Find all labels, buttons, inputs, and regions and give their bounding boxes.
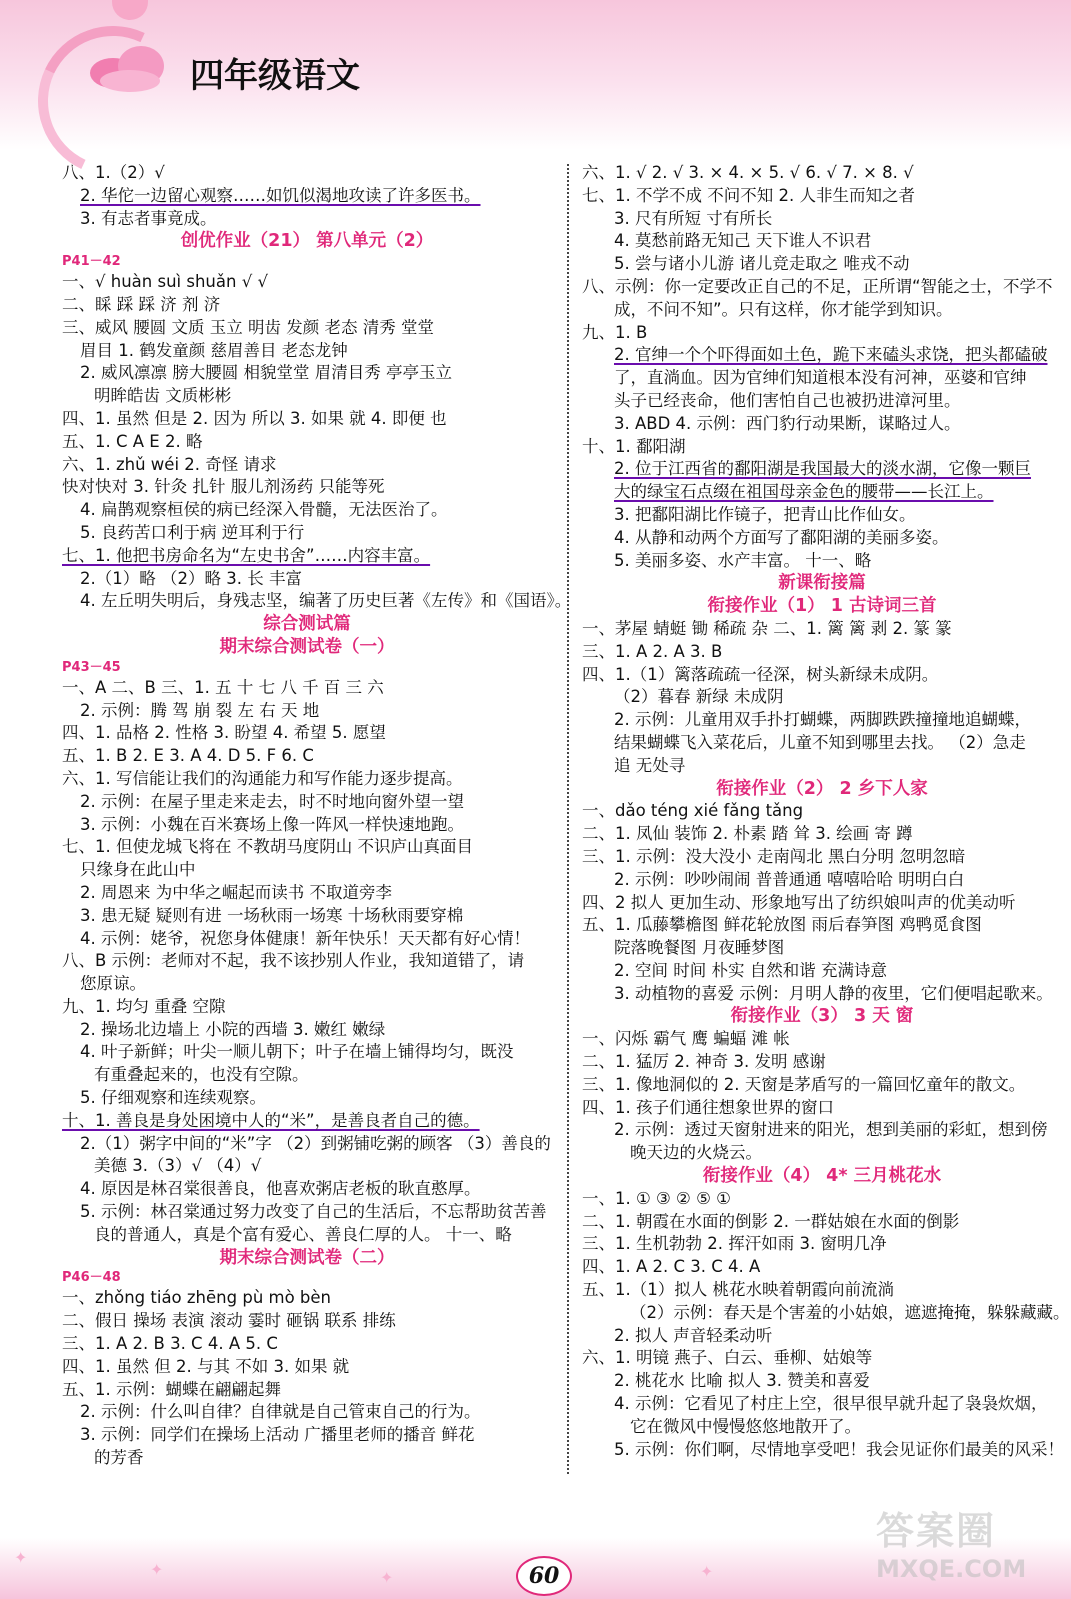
page-reference: P46－48: [62, 1270, 121, 1286]
answer-line: 晚天边的火烧云。: [630, 1143, 762, 1163]
answer-line: 一、A 二、B 三、1. 五 十 七 八 千 百 三 六: [62, 677, 384, 697]
answer-line: 的芳香: [94, 1448, 144, 1468]
answer-line: 4. 扁鹊观察桓侯的病已经深入骨髓，无法医治了。: [80, 500, 448, 520]
answer-line: 结果蝴蝶飞入菜花后，儿童不知到哪里去找。 （2）急走: [614, 732, 1026, 752]
answer-line: 二、1. 猛厉 2. 神奇 3. 发明 感谢: [582, 1052, 826, 1072]
answer-line: 八、B 示例：老师对不起，我不该抄别人作业，我知道错了，请: [62, 951, 525, 971]
star-decoration-icon: ✦: [700, 1562, 714, 1581]
answer-line: 四、1. 虽然 但 2. 与其 不如 3. 如果 就: [62, 1356, 350, 1376]
answer-line: 2. 周恩来 为中华之崛起而读书 不取道旁李: [80, 882, 392, 902]
answer-line: 二、睬 踩 踩 济 剂 济: [62, 294, 221, 314]
section-heading: 创优作业（21） 第八单元（2）: [180, 231, 434, 252]
answer-line: 五、1. 瓜藤攀檐图 鲜花轮放图 雨后春笋图 鸡鸭觅食图: [582, 915, 982, 935]
star-decoration-icon: ✦: [380, 1568, 394, 1587]
page-reference: P43－45: [62, 659, 121, 675]
answer-line: 四、1. A 2. C 3. C 4. A: [582, 1257, 761, 1277]
answer-line: 2. 官绅一个个吓得面如土色，跪下来磕头求饶，把头都磕破: [614, 345, 1048, 365]
page-number: 60: [516, 1556, 572, 1596]
answer-line: 2. 示例：透过天窗射进来的阳光，想到美丽的彩虹，想到傍: [614, 1120, 1048, 1140]
page-title: 四年级语文: [190, 56, 360, 96]
answer-line: 3. 示例：同学们在操场上活动 广播里老师的播音 鲜花: [80, 1425, 475, 1445]
page-reference: P41－42: [62, 254, 121, 270]
answer-line: 4. 左丘明失明后，身残志坚，编著了历史巨著《左传》和《国语》。: [80, 591, 572, 611]
answer-line: 八、1.（2）√: [62, 163, 165, 182]
answer-line: 六、1. 写信能让我们的沟通能力和写作能力逐步提高。: [62, 768, 463, 788]
answer-line: 二、1. 凤仙 装饰 2. 朴素 踏 耸 3. 绘画 寄 蹲: [582, 824, 913, 844]
answer-line: 三、威风 腰圆 文质 玉立 明齿 发颜 老态 清秀 堂堂: [62, 317, 434, 337]
section-heading: 期末综合测试卷（一）: [219, 636, 395, 657]
answer-line: 十、1. 鄱阳湖: [582, 436, 686, 456]
answer-line: 一、zhǒng tiáo zhēng pù mò bèn: [62, 1288, 332, 1308]
answer-line: 2. 示例：腾 驾 崩 裂 左 右 天 地: [80, 700, 320, 720]
answer-line: 2. 示例：什么叫自律？自律就是自己管束自己的行为。: [80, 1402, 481, 1422]
answer-line: 九、1. B: [582, 322, 648, 342]
answer-line: 八、示例：你一定要改正自己的不足，正所谓“智能之士，不学不: [582, 276, 1053, 296]
cloud-decoration-icon: [100, 70, 160, 92]
answer-line: 2. 位于江西省的鄱阳湖是我国最大的淡水湖，它像一颗巨: [614, 459, 1031, 479]
answer-line: 六、1. 明镜 燕子、白云、垂柳、姑娘等: [582, 1348, 873, 1368]
answer-line: 3. 尺有所短 寸有所长: [614, 208, 773, 228]
answer-line: 七、1. 他把书房命名为“左史书舍”……内容丰富。: [62, 545, 431, 565]
answer-line: 追 无处寻: [614, 755, 686, 775]
answer-line: 一、闪烁 霸气 鹰 蝙蝠 滩 帐: [582, 1029, 790, 1049]
answer-line: 3. 患无疑 疑则有进 一场秋雨一场寒 十场秋雨要穿棉: [80, 905, 464, 925]
answer-line: 四、2 拟人 更加生动、形象地写出了纺织娘叫声的优美动听: [582, 892, 1016, 912]
answer-line: 您原谅。: [80, 974, 146, 994]
page-header: [0, 0, 1071, 150]
answer-line: 头子已经丧命，他们害怕自己也被扔进漳河里。: [614, 390, 961, 410]
answer-line: 4. 从静和动两个方面写了鄱阳湖的美丽多姿。: [614, 527, 949, 547]
answer-line: 2. 拟人 声音轻柔动听: [614, 1325, 773, 1345]
answer-line: 二、1. 朝霞在水面的倒影 2. 一群姑娘在水面的倒影: [582, 1211, 960, 1231]
answer-line: 一、√ huàn suì shuǎn √ √: [62, 272, 268, 292]
answer-line: 四、1.（1）篱落疏疏一径深，树头新绿未成阴。: [582, 664, 939, 684]
answer-line: 五、1. 示例：蝴蝶在翩翩起舞: [62, 1379, 281, 1399]
answer-line: 3. 动植物的喜爱 示例：月明人静的夜里，它们便唱起歌来。: [614, 983, 1053, 1003]
answer-line: 5. 仔细观察和连续观察。: [80, 1088, 266, 1108]
answer-line: 五、1. C A E 2. 略: [62, 431, 203, 451]
answer-line: 眉目 1. 鹤发童颜 慈眉善目 老态龙钟: [80, 340, 348, 360]
answer-line: 2.（1）略 （2）略 3. 长 丰富: [80, 568, 302, 588]
answer-line: 四、1. 虽然 但是 2. 因为 所以 3. 如果 就 4. 即便 也: [62, 408, 447, 428]
answer-line: 它在微风中慢慢悠悠地散开了。: [630, 1416, 861, 1436]
left-answer-column: [62, 162, 572, 1470]
answer-line: 院落晚餐图 月夜睡梦图: [614, 938, 785, 958]
sun-decoration-icon: [112, 0, 148, 20]
answer-line: 三、1. A 2. A 3. B: [582, 641, 723, 661]
answer-line: 2. 操场北边墙上 小院的西墙 3. 嫩红 嫩绿: [80, 1019, 386, 1039]
answer-line: 二、假日 操场 表演 滚动 霎时 砸锅 联系 排练: [62, 1311, 396, 1331]
answer-line: 一、茅屋 蜻蜓 锄 稀疏 杂 二、1. 篱 篱 剥 2. 篆 篆: [582, 618, 952, 638]
section-heading: 衔接作业（1） 1 古诗词三首: [707, 596, 937, 617]
answer-line: 四、1. 孩子们通往想象世界的窗口: [582, 1097, 834, 1117]
answer-line: 三、1. 生机勃勃 2. 挥汗如雨 3. 窗明几净: [582, 1234, 887, 1254]
answer-line: 了，直淌血。因为官绅们知道根本没有河神，巫婆和官绅: [614, 368, 1027, 388]
answer-line: 三、1. 像地洞似的 2. 天窗是茅盾写的一篇回忆童年的散文。: [582, 1074, 1026, 1094]
answer-line: 5. 示例：林召棠通过努力改变了自己的生活后，不忘帮助贫苦善: [80, 1202, 547, 1222]
answer-line: 2. 示例：在屋子里走来走去，时不时地向窗外望一望: [80, 791, 464, 811]
answer-line: 成，不问不知”。只有这样，你才能学到知识。: [614, 299, 953, 319]
answer-line: 三、1. 示例：没大没小 走南闯北 黑白分明 忽明忽暗: [582, 846, 966, 866]
answer-line: 快对快对 3. 针灸 扎针 服儿剂汤药 只能等死: [62, 477, 385, 497]
answer-line: 美德 3.（3）√ （4）√: [94, 1156, 262, 1176]
section-heading: 新课衔接篇: [778, 573, 866, 594]
answer-line: 2. 威风凛凛 膀大腰圆 相貌堂堂 眉清目秀 亭亭玉立: [80, 363, 452, 383]
star-decoration-icon: ✦: [14, 1548, 28, 1567]
section-heading: 衔接作业（3） 3 天 窗: [730, 1006, 914, 1027]
answer-line: 五、1. B 2. E 3. A 4. D 5. F 6. C: [62, 746, 314, 766]
answer-line: 5. 美丽多姿、水产丰富。 十一、略: [614, 550, 872, 570]
answer-line: 4. 示例：它看见了村庄上空，很早很早就升起了袅袅炊烟，: [614, 1394, 1048, 1414]
answer-line: 三、1. A 2. B 3. C 4. A 5. C: [62, 1334, 278, 1354]
answer-line: 有重叠起来的，也没有空隙。: [94, 1065, 309, 1085]
answer-line: 5. 尝与诸小儿游 诸儿竞走取之 唯戎不动: [614, 254, 910, 274]
answer-line: 2. 示例：吵吵闹闹 普普通通 嘻嘻哈哈 明明白白: [614, 869, 965, 889]
answer-line: 六、1. √ 2. √ 3. × 4. × 5. √ 6. √ 7. × 8. √: [582, 163, 914, 182]
answer-line: 3. 示例：小魏在百米赛场上像一阵风一样快速地跑。: [80, 814, 464, 834]
star-decoration-icon: ✦: [150, 1560, 164, 1579]
answer-line: 5. 良药苦口利于病 逆耳利于行: [80, 522, 305, 542]
answer-line: 3. 有志者事竟成。: [80, 208, 217, 228]
answer-line: 4. 原因是林召棠很善良，他喜欢粥店老板的耿直憨厚。: [80, 1179, 481, 1199]
section-heading: 期末综合测试卷（二）: [219, 1247, 395, 1268]
watermark-logo-text: 答案圈: [876, 1509, 997, 1553]
answer-line: 一、1. ① ③ ② ⑤ ①: [582, 1188, 731, 1208]
answer-line: 3. 把鄱阳湖比作镜子，把青山比作仙女。: [614, 504, 916, 524]
answer-line: 一、dǎo téng xié fǎng tǎng: [582, 801, 804, 821]
watermark-url: MXQE.COM: [876, 1555, 1027, 1583]
answer-line: 4. 叶子新鲜；叶尖一顺儿朝下；叶子在墙上铺得均匀，既没: [80, 1042, 514, 1062]
answer-line: 七、1. 但使龙城飞将在 不教胡马度阴山 不识庐山真面目: [62, 837, 473, 857]
answer-line: 4. 莫愁前路无知己 天下谁人不识君: [614, 231, 872, 251]
right-answer-column: [582, 162, 1070, 1461]
answer-line: 六、1. zhǔ wéi 2. 奇怪 请求: [62, 454, 277, 474]
answer-line: 九、1. 均匀 重叠 空隙: [62, 996, 226, 1016]
answer-line: 2. 空间 时间 朴实 自然和谐 充满诗意: [614, 960, 887, 980]
section-heading: 衔接作业（2） 2 乡下人家: [716, 778, 928, 799]
answer-line: 2. 桃花水 比喻 拟人 3. 赞美和喜爱: [614, 1371, 870, 1391]
column-divider: [567, 164, 569, 1474]
answer-line: 四、1. 品格 2. 性格 3. 盼望 4. 希望 5. 愿望: [62, 723, 386, 743]
answer-line: 明眸皓齿 文质彬彬: [94, 386, 232, 406]
answer-line: 2. 华佗一边留心观察……如饥似渴地攻读了许多医书。: [80, 185, 481, 205]
answer-line: （2）暮春 新绿 未成阴: [614, 687, 784, 707]
answer-line: 只缘身在此山中: [80, 860, 196, 880]
section-heading: 综合测试篇: [263, 614, 351, 635]
answer-line: 大的绿宝石点缀在祖国母亲金色的腰带——长江上。: [614, 482, 994, 502]
section-heading: 衔接作业（4） 4* 三月桃花水: [702, 1166, 942, 1187]
answer-line: 5. 示例：你们啊，尽情地享受吧！我会见证你们最美的风采！: [614, 1439, 1064, 1459]
answer-line: 五、1.（1）拟人 桃花水映着朝霞向前流淌: [582, 1280, 894, 1300]
answer-line: 2. 示例：儿童用双手扑打蝴蝶，两脚跌跌撞撞地追蝴蝶，: [614, 710, 1031, 730]
answer-line: 良的普通人，真是个富有爱心、善良仁厚的人。 十一、略: [94, 1224, 512, 1244]
answer-line: 七、1. 不学不成 不问不知 2. 人非生而知之者: [582, 185, 915, 205]
answer-line: 2.（1）粥字中间的“米”字 （2）到粥铺吃粥的顾客 （3）善良的: [80, 1133, 551, 1153]
watermark-logo: [876, 1500, 1056, 1590]
answer-line: 十、1. 善良是身处困境中人的“米”，是善良者自己的德。: [62, 1110, 480, 1130]
answer-line: 4. 示例：姥爷，祝您身体健康！新年快乐！天天都有好心情！: [80, 928, 530, 948]
answer-line: 3. ABD 4. 示例：西门豹行动果断，谋略过人。: [614, 413, 961, 433]
answer-line: （2）示例：春天是个害羞的小姑娘，遮遮掩掩，躲躲藏藏。: [630, 1302, 1070, 1322]
